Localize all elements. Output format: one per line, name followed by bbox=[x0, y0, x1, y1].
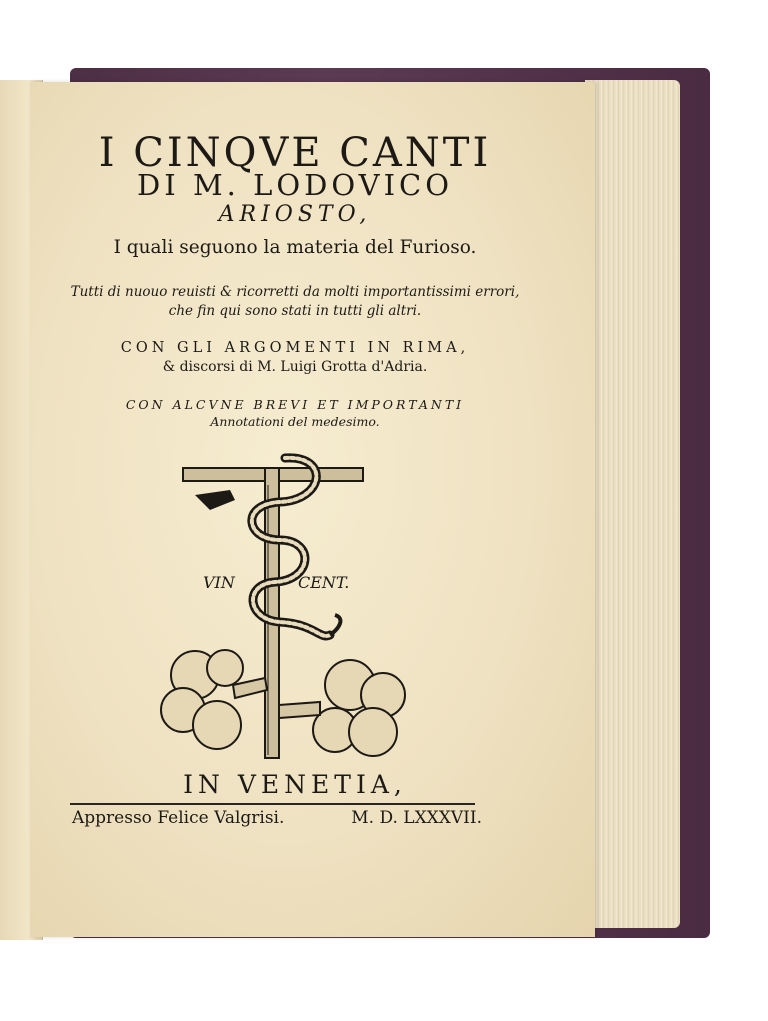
page-edges bbox=[585, 80, 680, 928]
annotations-subline: Annotationi del medesimo. bbox=[210, 414, 380, 429]
imprint-line bbox=[72, 808, 482, 828]
printer-device-woodcut bbox=[155, 440, 420, 765]
serpent-head bbox=[195, 490, 235, 510]
revision-note bbox=[60, 283, 530, 321]
right-hand bbox=[279, 702, 320, 718]
arguments-line: CON GLI ARGOMENTI IN RIMA, bbox=[120, 340, 470, 356]
serpent-body bbox=[252, 458, 330, 636]
motto-right: CENT. bbox=[298, 573, 350, 592]
title-line-2: DI M. LODOVICO bbox=[137, 168, 453, 202]
discourses-line: & discorsi di M. Luigi Grotta d'Adria. bbox=[162, 359, 428, 375]
title-line-1: I CINQVE CANTI bbox=[98, 130, 492, 176]
serpent-tail bbox=[330, 615, 340, 635]
revision-note-line-2: che fin qui sono stati in tutti gli altri. bbox=[168, 303, 422, 319]
motto-left: VIN bbox=[203, 573, 235, 592]
author-name: ARIOSTO, bbox=[218, 202, 372, 227]
subtitle: I quali seguono la materia del Furioso. bbox=[113, 237, 477, 258]
right-cloud bbox=[313, 660, 405, 756]
imprint-rule bbox=[70, 803, 475, 805]
revision-note-line-1: Tutti di nuouo reuisti & ricorretti da molti importantissimi errori, bbox=[70, 284, 520, 300]
cross-post bbox=[265, 468, 279, 758]
left-cloud bbox=[161, 650, 243, 749]
annotations-line: CON ALCVNE BREVI ET IMPORTANTI bbox=[125, 397, 465, 412]
printer-name: Appresso Felice Valgrisi. bbox=[72, 808, 285, 828]
imprint-place: IN VENETIA, bbox=[183, 770, 407, 799]
imprint-date: M. D. LXXXVII. bbox=[351, 808, 482, 828]
